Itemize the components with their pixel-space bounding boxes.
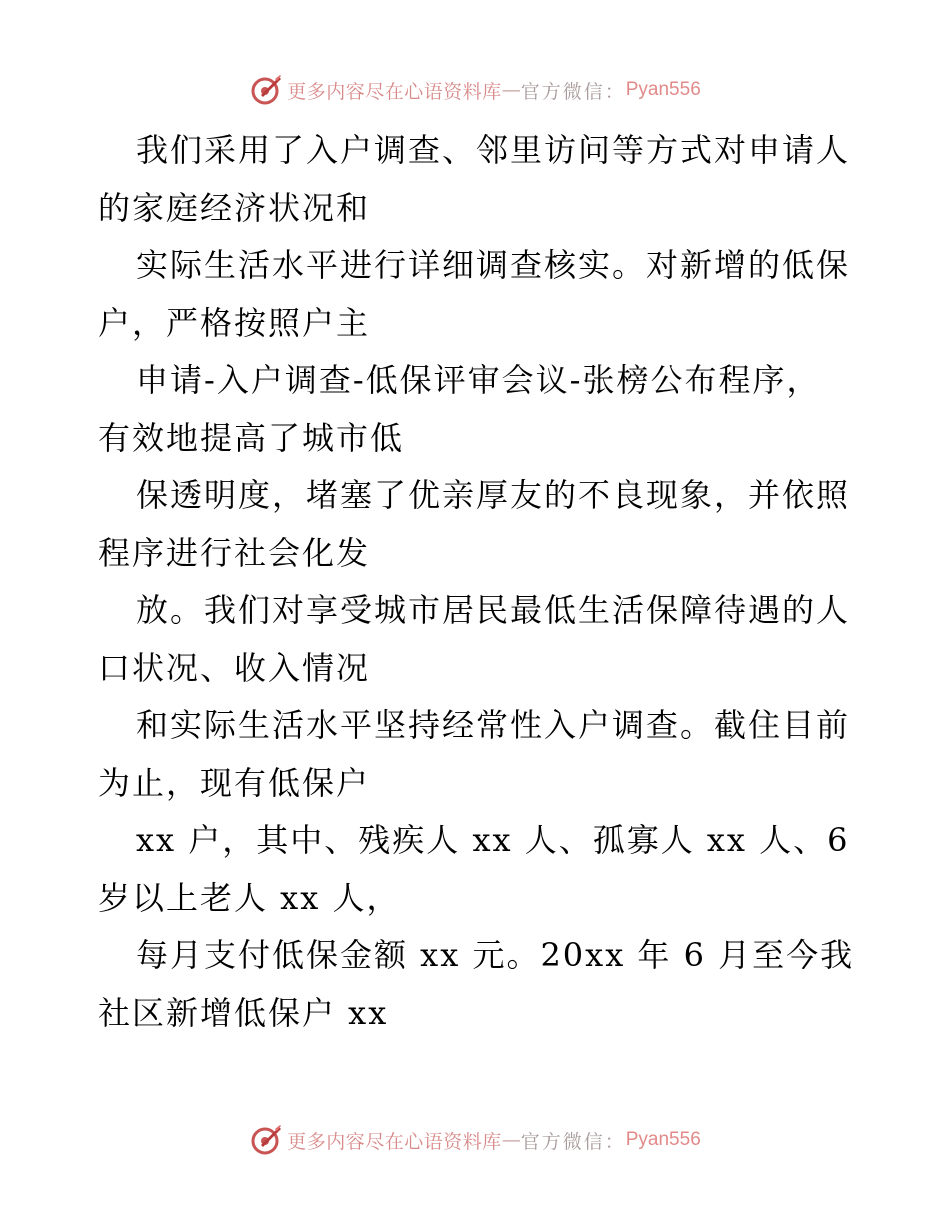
watermark-dash: — bbox=[501, 1129, 521, 1151]
paragraph-line: 保透明度，堵塞了优亲厚友的不良现象，并依照 bbox=[136, 476, 851, 514]
paragraph-line: 户，严格按照户主 bbox=[98, 303, 371, 342]
watermark-handle: Pyan556 bbox=[625, 1129, 701, 1150]
paragraph-6 bbox=[98, 697, 854, 812]
paragraph-line: xx 户，其中、残疾人 xx 人、孤寡人 xx 人、6 bbox=[136, 821, 850, 859]
paragraph-line: 有效地提高了城市低 bbox=[98, 418, 405, 457]
watermark-main-text: 更多内容尽在心语资料库 bbox=[287, 80, 502, 103]
paragraph-5 bbox=[98, 582, 854, 697]
header-watermark bbox=[0, 70, 950, 110]
paragraph-line: 程序进行社会化发 bbox=[98, 533, 371, 572]
paragraph-2 bbox=[98, 237, 854, 352]
watermark-official-text: 官方微信： bbox=[520, 1130, 626, 1153]
watermark-main-text: 更多内容尽在心语资料库 bbox=[287, 1130, 502, 1153]
paragraph-line: 每月支付低保金额 xx 元。20xx 年 6 月至今我 bbox=[136, 936, 855, 974]
watermark-official-text: 官方微信： bbox=[520, 80, 626, 103]
document-body bbox=[98, 122, 854, 1042]
paragraph-line: 为止，现有低保户 bbox=[98, 763, 371, 802]
quill-logo-icon bbox=[249, 1123, 283, 1157]
watermark-dash: — bbox=[501, 79, 521, 101]
paragraph-8 bbox=[98, 927, 854, 1042]
footer-watermark bbox=[0, 1120, 950, 1160]
paragraph-line: 放。我们对享受城市居民最低生活保障待遇的人 bbox=[136, 591, 851, 629]
paragraph-3 bbox=[98, 352, 854, 467]
paragraph-line: 岁以上老人 xx 人， bbox=[98, 878, 401, 917]
quill-logo-icon bbox=[249, 73, 283, 107]
paragraph-line: 实际生活水平进行详细调查核实。对新增的低保 bbox=[136, 246, 851, 284]
paragraph-line: 口状况、收入情况 bbox=[98, 648, 371, 687]
paragraph-line: 申请-入户调查-低保评审会议-张榜公布程序， bbox=[136, 361, 821, 399]
paragraph-line: 社区新增低保户 xx bbox=[98, 993, 389, 1032]
watermark-handle: Pyan556 bbox=[625, 79, 701, 100]
paragraph-1 bbox=[98, 122, 854, 237]
paragraph-line: 和实际生活水平坚持经常性入户调查。截住目前 bbox=[136, 706, 851, 744]
paragraph-line: 我们采用了入户调查、邻里访问等方式对申请人 bbox=[136, 131, 851, 169]
paragraph-line: 的家庭经济状况和 bbox=[98, 188, 371, 227]
paragraph-7 bbox=[98, 812, 854, 927]
paragraph-4 bbox=[98, 467, 854, 582]
